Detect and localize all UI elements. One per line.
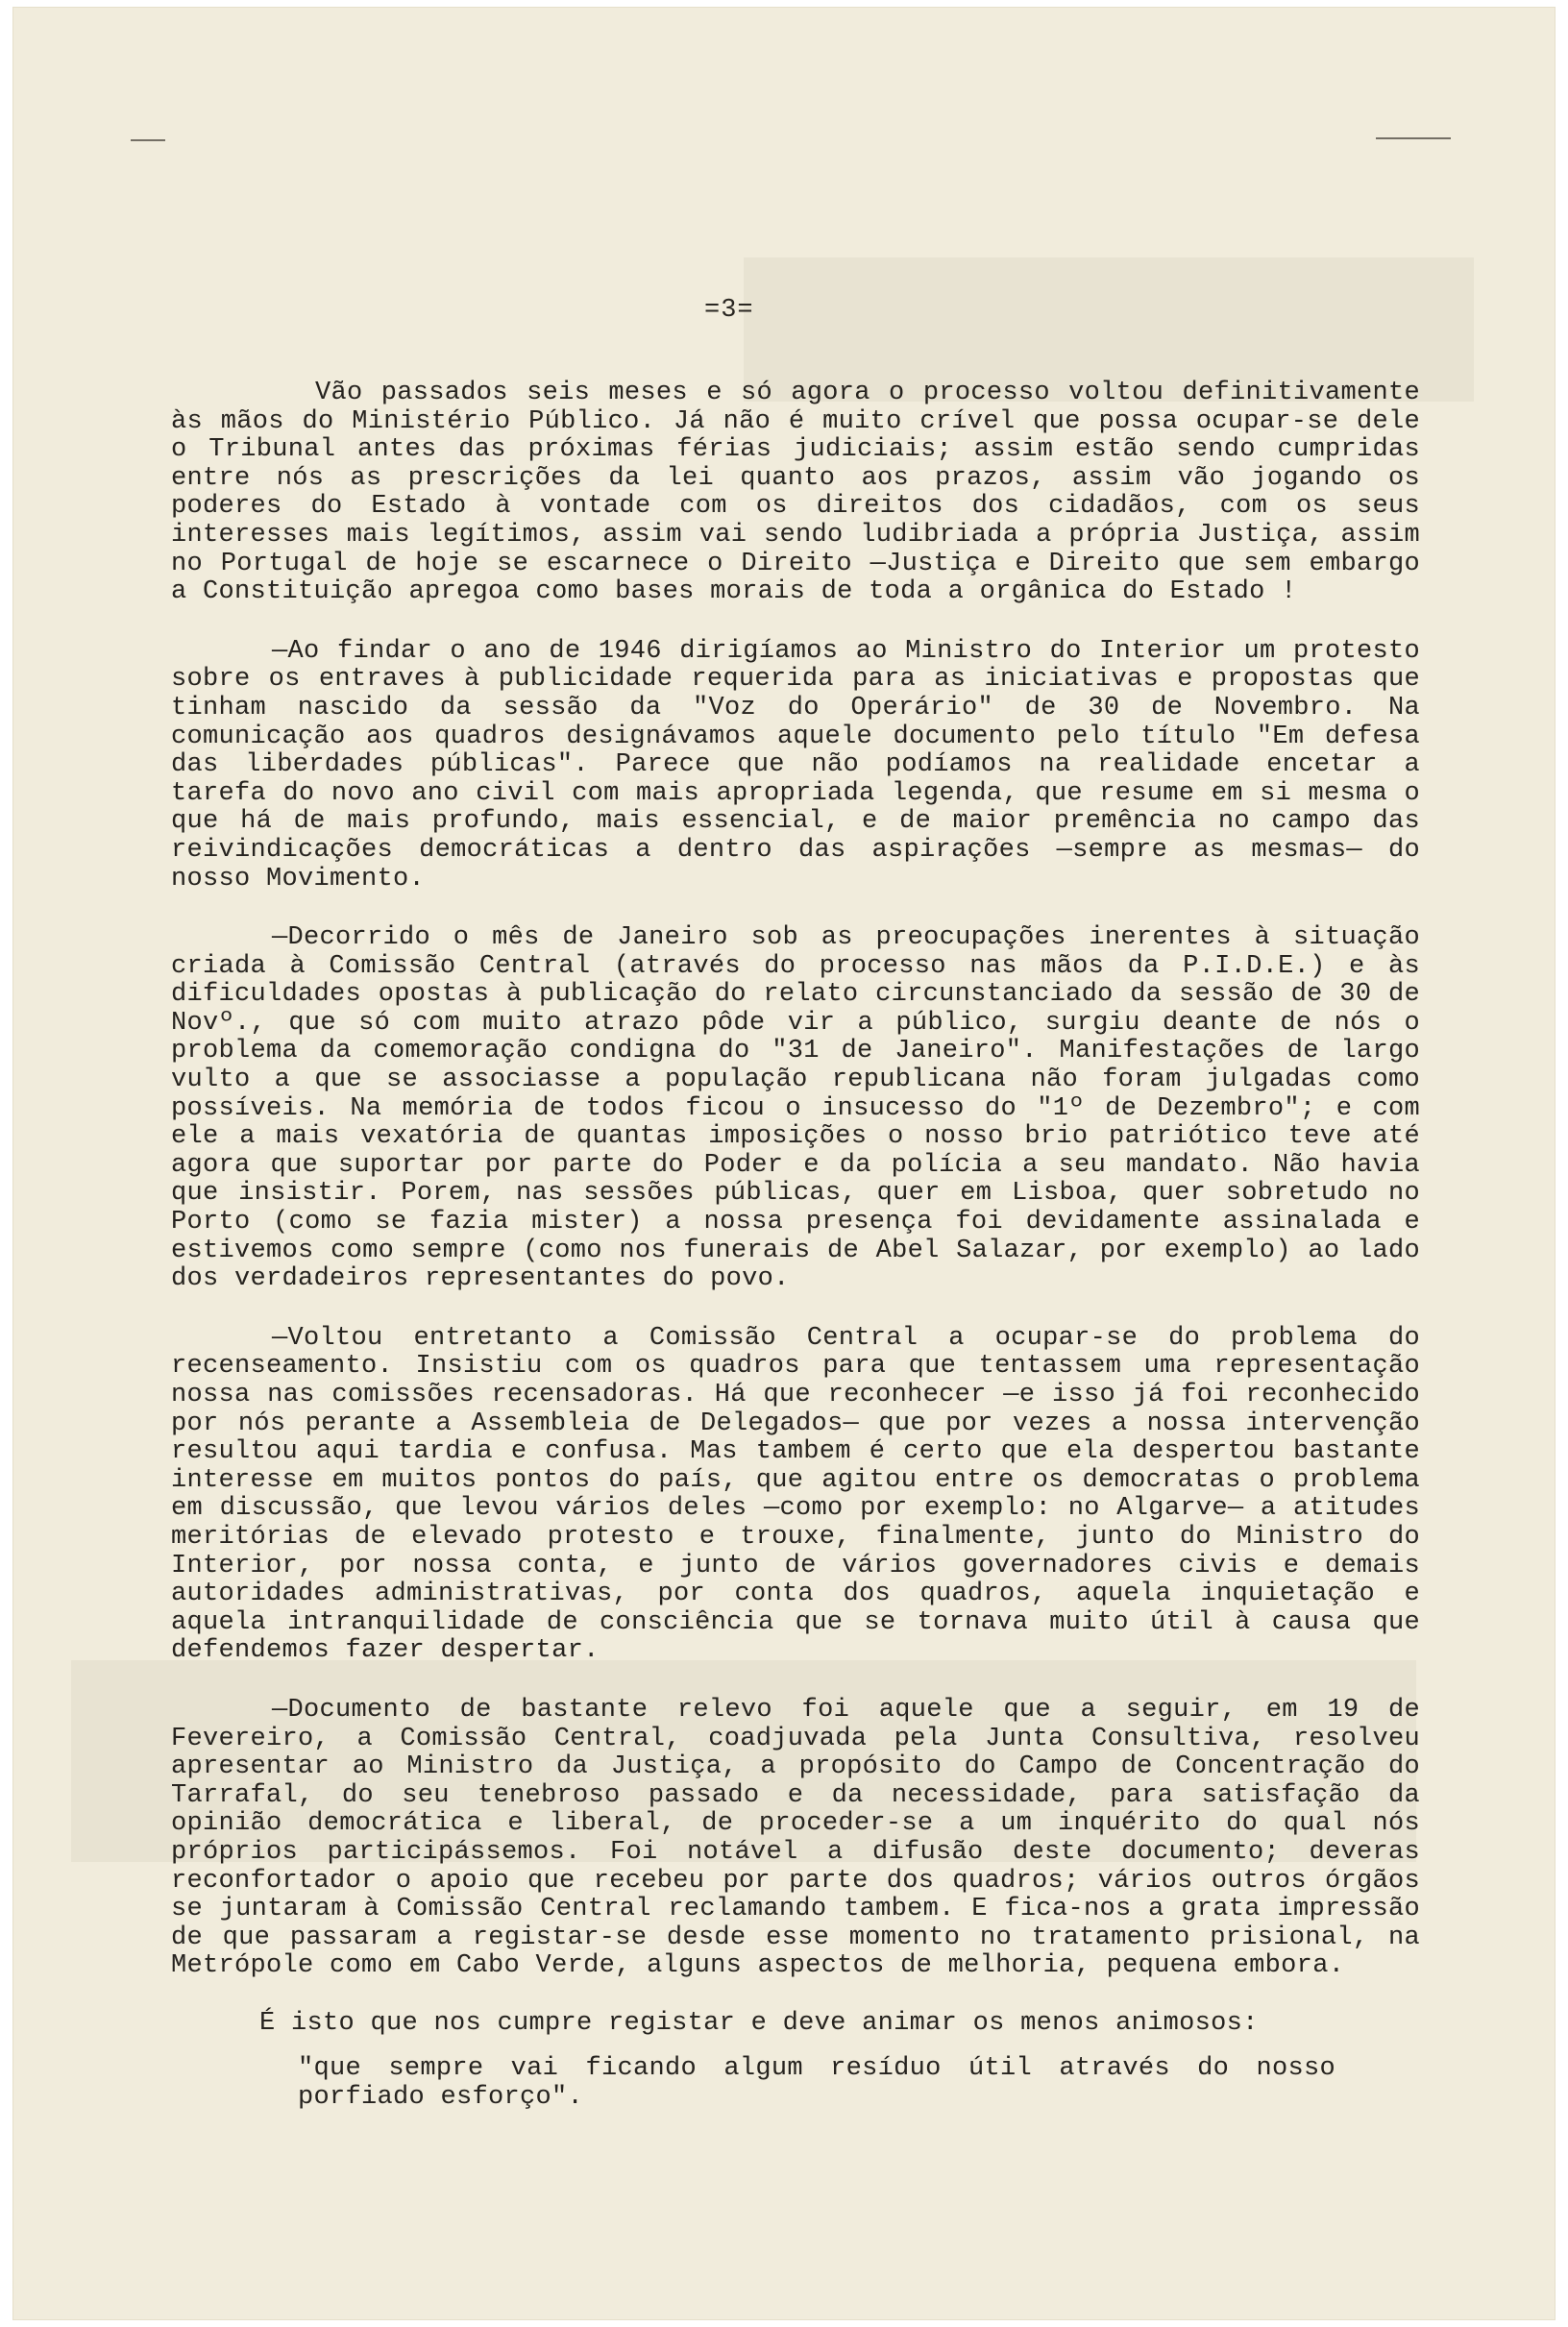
- page-number: =3=: [704, 296, 754, 325]
- closing-quote: "que sempre vai ficando algum resíduo útil através do nosso porfiado esforço".: [298, 2054, 1335, 2113]
- paragraph-process-status: Vão passados seis meses e só agora o processo voltou definitivamente às mãos do Ministério Público. Já não é muito crível que possa ocupar-se dele o Tribunal antes das próximas férias judiciais; assim estão sendo cumpridas entre nós as prescrições da lei quanto aos prazos, assim vão jogando os poderes do Estado à vontade com os direitos dos cidadãos, com os seus interesses mais legítimos, assim vai sendo ludibriada a própria Justiça, assim no Portugal de hoje se escarnece o Direito —Justiça e Direito que sem embargo a Constituição apregoa como bases morais de toda a orgânica do Estado !: [171, 379, 1420, 607]
- paragraph-closing: É isto que nos cumpre registar e deve animar os menos animosos:: [259, 2008, 1259, 2038]
- paragraph-protest-1946: —Ao findar o ano de 1946 dirigíamos ao Ministro do Interior um protesto sobre os entraves à publicidade requerida para as iniciativas e propostas que tinham nascido da sessão da "Voz do Operário" de 30 de Novembro. Na comunicação aos quadros designávamos aquele documento pelo título "Em defesa das liberdades públicas". Parece que não podíamos na realidade encetar a tarefa do novo ano civil com mais apropriada legenda, que resume em si mesma o que há de mais profundo, mais essencial, e de maior premência no campo das reivindicações democráticas a dentro das aspirações —sempre as mesmas— do nosso Movimento.: [171, 636, 1420, 894]
- paragraph-recenseamento: —Voltou entretanto a Comissão Central a ocupar-se do problema do recenseamento. Insistiu com os quadros para que tentassem uma representação nossa nas comissões recensadoras. Há que reconhecer —e isso já foi reconhecido por nós perante a Assembleia de Delegados— que por vezes a nossa intervenção resultou aqui tardia e confusa. Mas tambem é certo que ela despertou bastante interesse em muitos pontos do país, que agitou entre os democratas o problema em discussão, que levou vários deles —como por exemplo: no Algarve— a atitudes meritórias de elevado protesto e trouxe, finalmente, junto do Ministro do Interior, por nossa conta, e junto de vários governadores civis e demais autoridades administrativas, por conta dos quadros, aquela inquietação e aquela intranquilidade de consciência que se tornava muito útil à causa que defendemos fazer despertar.: [171, 1323, 1420, 1666]
- corner-mark-left: [131, 139, 165, 141]
- corner-mark-right: [1376, 137, 1451, 139]
- paragraph-31-janeiro: —Decorrido o mês de Janeiro sob as preocupações inerentes à situação criada à Comissão Central (através do processo nas mãos da P.I.D.E.) e às dificuldades opostas à publicação do relato circunstanciado da sessão de 30 de Novº., que só com muito atrazo pôde vir a público, surgiu deante de nós o problema da comemoração condigna do "31 de Janeiro". Manifestações de largo vulto a que se associasse a população republicana não foram julgadas como possíveis. Na memória de todos ficou o insucesso do "1º de Dezembro"; e com ele a mais vexatória de quantas imposições o nosso brio patriótico teve até agora que suportar por parte do Poder e da polícia a seu mandato. Não havia que insistir. Porem, nas sessões públicas, quer em Lisboa, quer sobretudo no Porto (como se fazia mister) a nossa presença foi devidamente assinalada e estivemos como sempre (como nos funerais de Abel Salazar, por exemplo) ao lado dos verdadeiros representantes do povo.: [171, 923, 1420, 1294]
- paragraph-tarrafal: —Documento de bastante relevo foi aquele que a seguir, em 19 de Fevereiro, a Comissão Central, coadjuvada pela Junta Consultiva, resolveu apresentar ao Ministro da Justiça, a propósito do Campo de Concentração do Tarrafal, do seu tenebroso passado e da necessidade, para satisfação da opinião democrática e liberal, de proceder-se a um inquérito do qual nós próprios participássemos. Foi notável a difusão deste documento; deveras reconfortador o apoio que recebeu por parte dos quadros; vários outros órgãos se juntaram à Comissão Central reclamando tambem. E fica-nos a grata impressão de que passaram a registar-se desde esse momento no tratamento prisional, na Metrópole como em Cabo Verde, alguns aspectos de melhoria, pequena embora.: [171, 1695, 1420, 1981]
- document-body: [171, 380, 1420, 2113]
